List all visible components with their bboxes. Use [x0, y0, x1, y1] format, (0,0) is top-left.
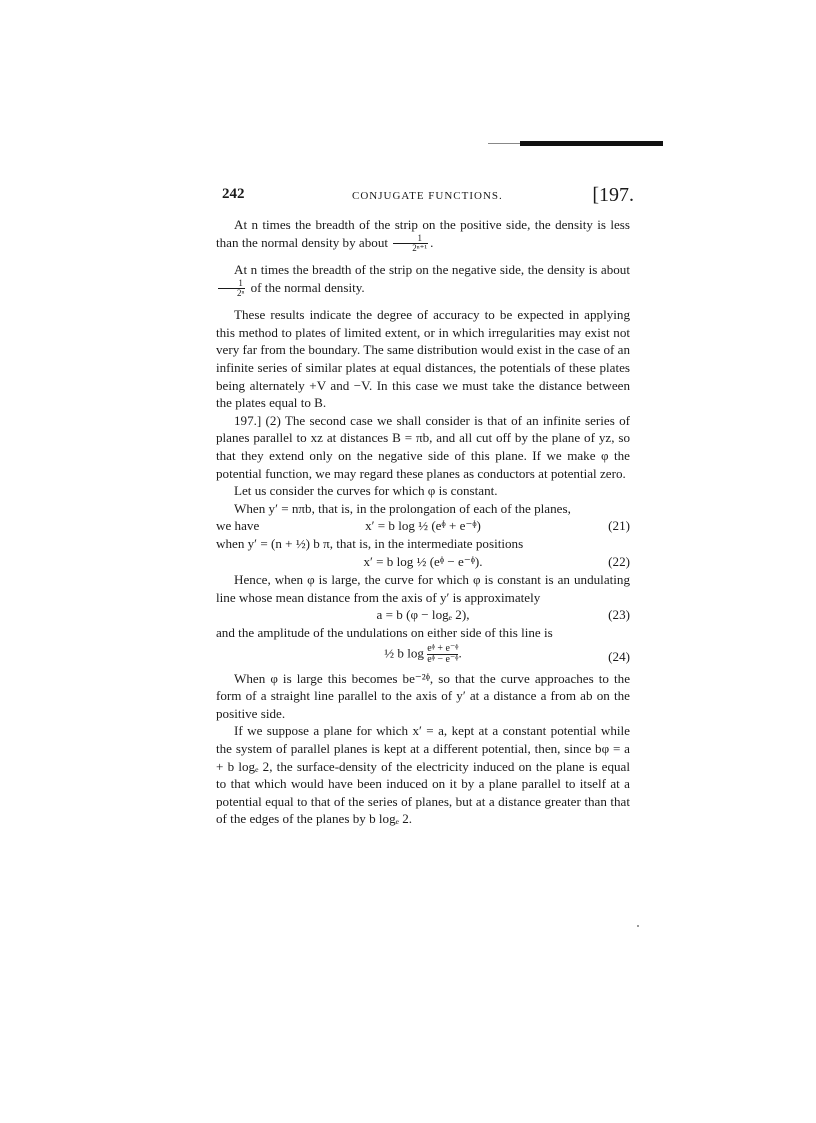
equation-body: a = b (φ − logₑ 2),	[376, 607, 470, 623]
paragraph-positive-side	[216, 216, 630, 253]
paragraph-curves: Let us consider the curves for which φ is constant.	[234, 483, 498, 499]
paragraph-amplitude: and the amplitude of the undulations on either side of this line is	[216, 625, 553, 641]
fraction	[218, 279, 245, 298]
paragraph-text: At n times the breadth of the strip on the negative side, the density is about	[234, 262, 630, 278]
fraction-numerator: 1	[218, 279, 245, 289]
page-header	[222, 178, 634, 208]
fraction-numerator: eᶲ + e⁻ᶲ	[427, 642, 459, 654]
equation-lead-text: we have	[216, 518, 260, 534]
paragraph-accuracy: These results indicate the degree of accuracy to be expected in applying this method to plates of limited extent, or in which irregularities may exist not very far from the boundary. The same distribution would exist in the case of an infinite series of similar plates at equal distances, the potentials of these plates being alternately +V and −V. In this case we must take the distance between the plates equal to B.	[216, 307, 630, 411]
page-number: 242	[222, 186, 245, 202]
paragraph-suppose-plane: If we suppose a plane for which x′ = a, kept at a constant potential while the system of parallel planes is kept at a different potential, then, since bφ = a + b logₑ 2, the surface-density of the electricity induced on the plane is equal to that which would have been induced on it by a plane parallel to itself at a potential equal to that of the series of planes, but at a distance greater than that of the edges of the planes by b logₑ 2.	[216, 723, 630, 827]
equation-21	[216, 517, 630, 535]
equation-body	[216, 644, 630, 665]
paragraph-intermediate: when y′ = (n + ½) b π, that is, in the intermediate positions	[216, 536, 524, 552]
equation-number: (23)	[608, 607, 630, 623]
paragraph-end: .	[430, 234, 434, 250]
equation-24	[216, 642, 630, 670]
fraction-numerator: 1	[393, 234, 428, 244]
equation-end: .	[458, 645, 462, 661]
paragraph-negative-side	[216, 261, 630, 298]
scan-edge-bar	[520, 141, 663, 146]
equation-body: x′ = b log ½ (eᶲ − e⁻ᶲ).	[363, 553, 483, 569]
equation-23	[216, 606, 630, 624]
section-mark: [197.	[592, 184, 634, 206]
fraction-denominator: 2ⁿ⁺¹	[412, 243, 428, 254]
fraction-denominator: 2ⁿ	[237, 288, 245, 299]
equation-22	[216, 553, 630, 571]
running-title: CONJUGATE FUNCTIONS.	[352, 190, 503, 202]
paragraph-large-phi: When φ is large this becomes be⁻²ᶲ, so that the curve approaches to the form of a straight line parallel to the axis of y′ at a distance a from ab on the positive side.	[216, 670, 630, 721]
scan-speck	[637, 925, 639, 927]
paragraph-section-197: 197.] (2) The second case we shall consider is that of an infinite series of planes parallel to xz at distances B = πb, and all cut off by the plane of yz, so that they extend only on the negative side of this plane. If we make φ the potential function, we may regard these planes as conductors at potential zero.	[216, 412, 630, 481]
equation-body: x′ = b log ½ (eᶲ + e⁻ᶲ)	[365, 518, 481, 534]
equation-number: (21)	[608, 518, 630, 534]
equation-number: (24)	[608, 648, 630, 664]
paragraph-end: of the normal density.	[250, 279, 365, 295]
fraction	[393, 234, 428, 253]
scan-edge-line	[488, 143, 520, 144]
paragraph-when-y: When y′ = nπb, that is, in the prolongation of each of the planes,	[234, 500, 571, 516]
page-body	[216, 216, 630, 828]
fraction	[427, 644, 458, 665]
equation-prefix: ½ b log	[384, 645, 424, 661]
fraction-denominator: eᶲ − e⁻ᶲ	[427, 653, 459, 665]
paragraph-text: At n times the breadth of the strip on the positive side, the density is less than the normal density by about	[216, 217, 630, 250]
equation-number: (22)	[608, 553, 630, 569]
paragraph-hence: Hence, when φ is large, the curve for which φ is constant is an undulating line whose mean distance from the axis of y′ is approximately	[216, 571, 630, 605]
